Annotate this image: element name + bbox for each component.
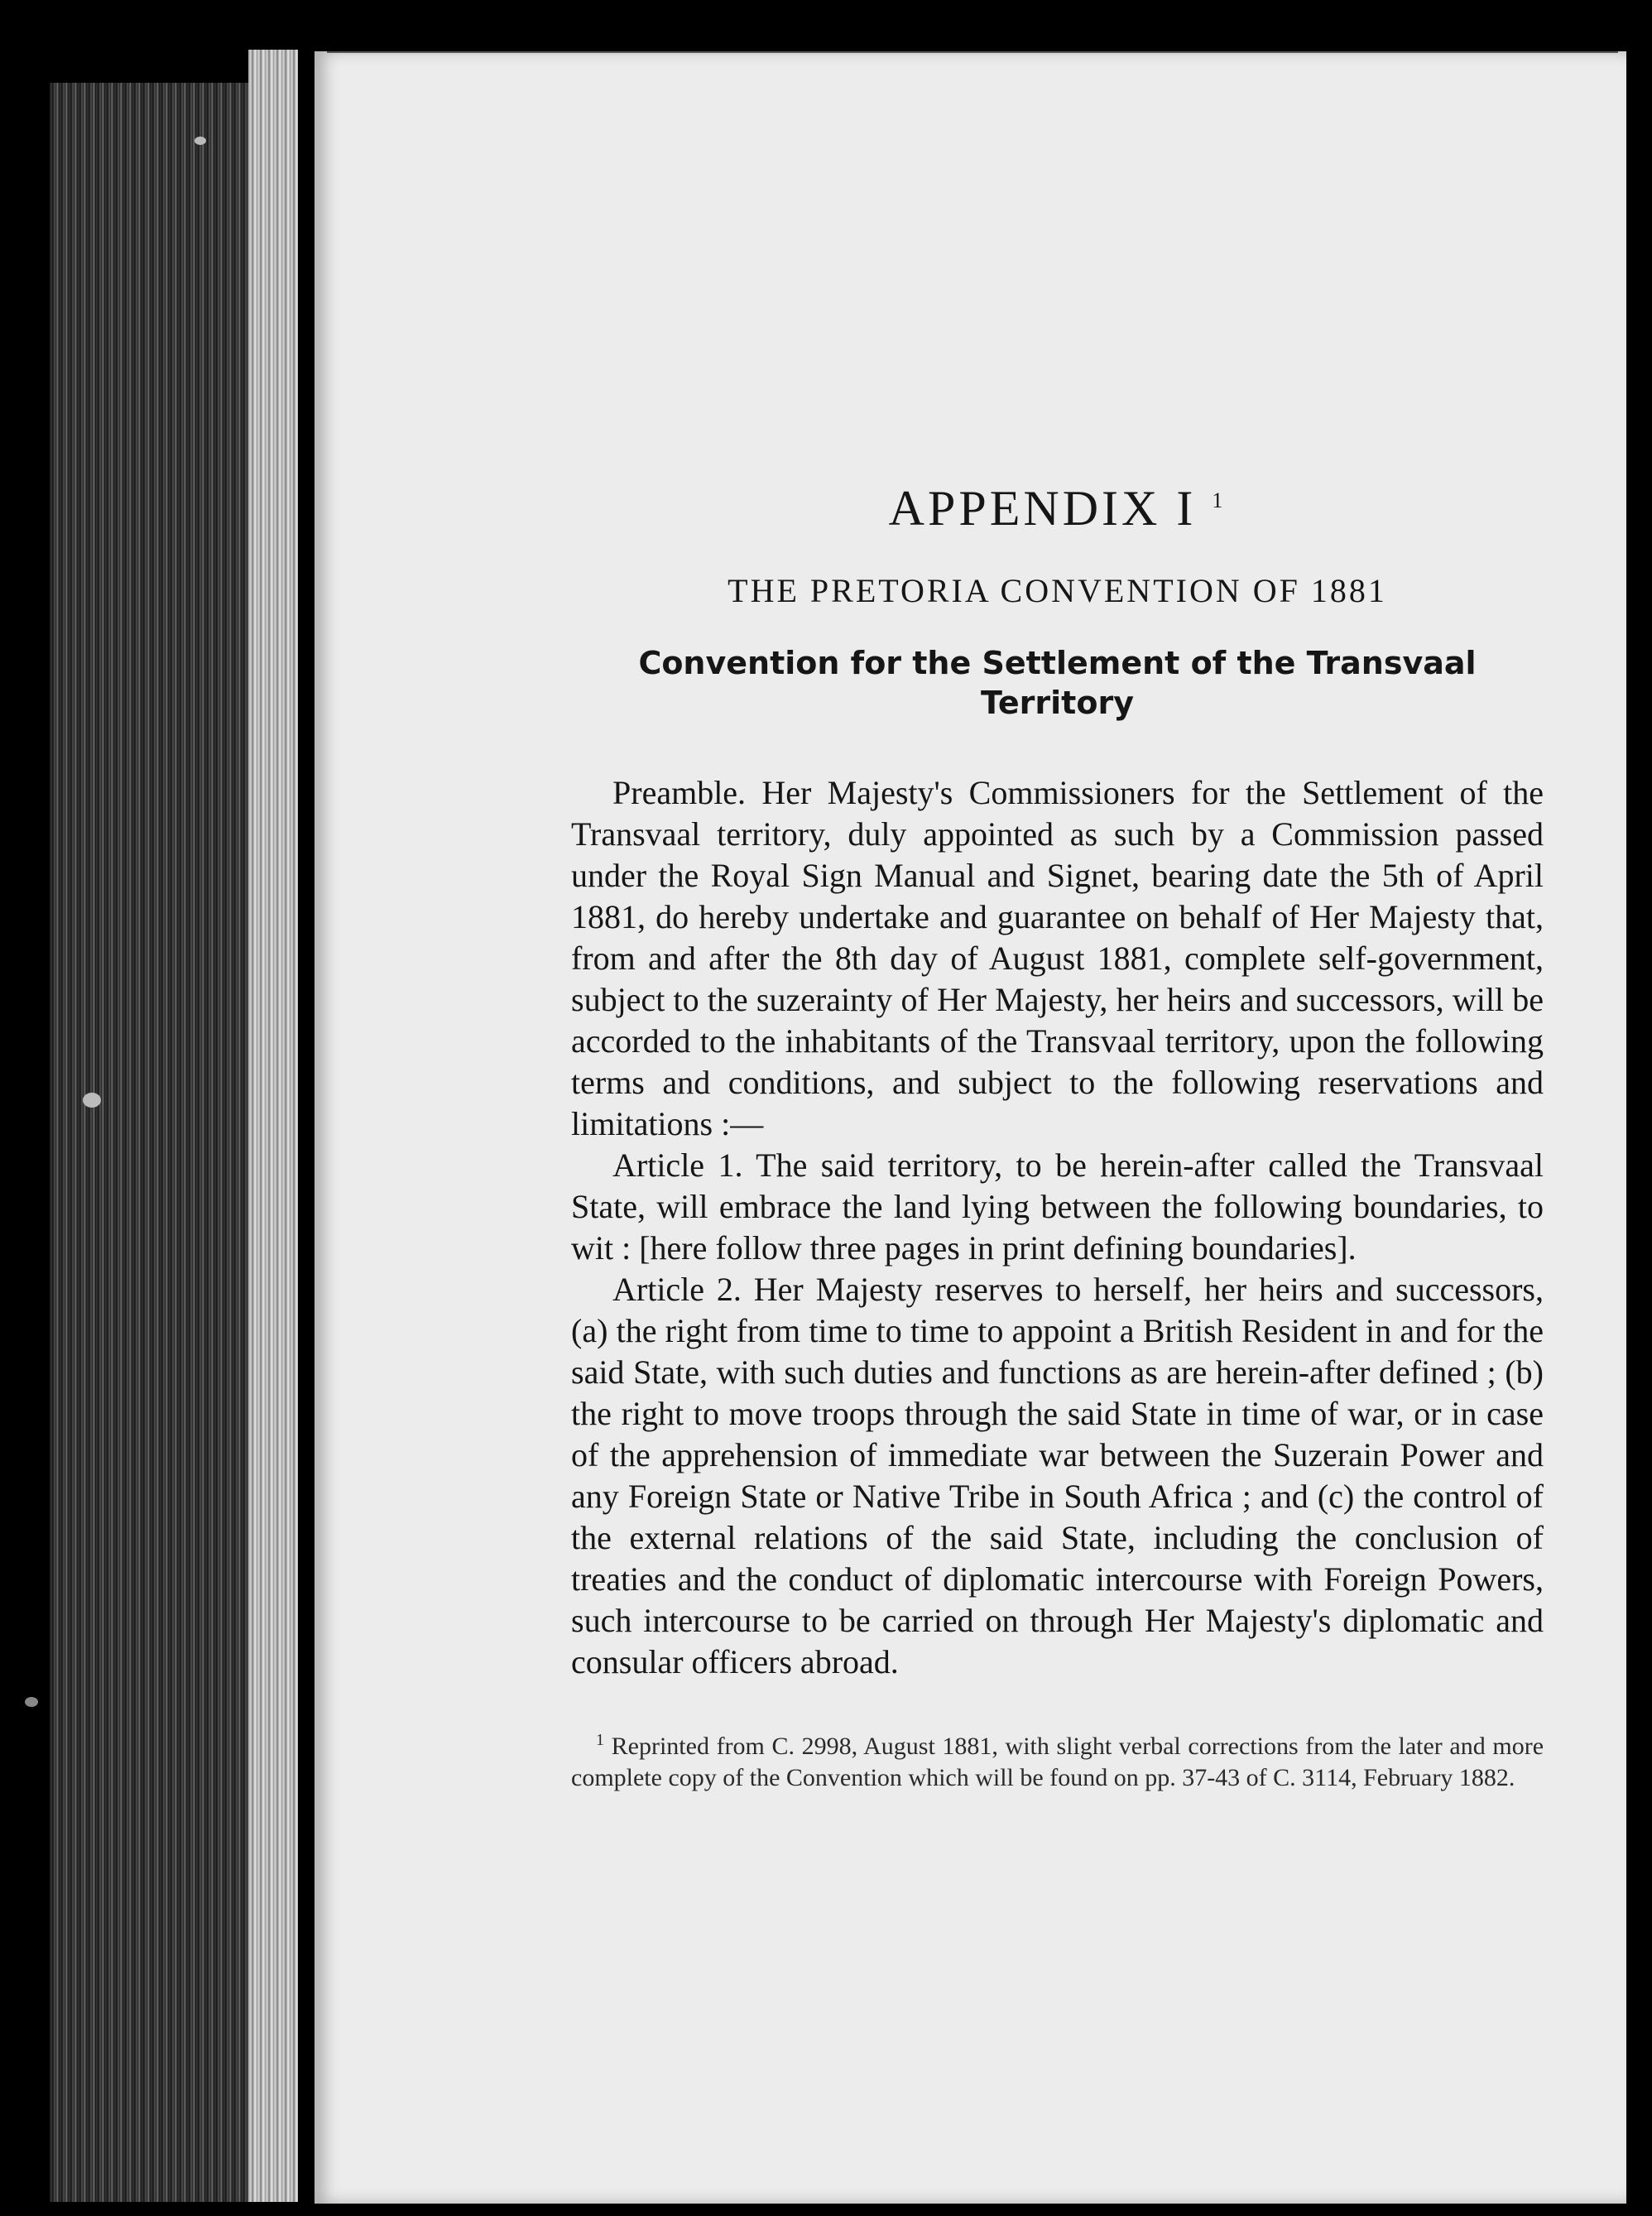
body-text xyxy=(571,772,1544,1683)
convention-heading: Convention for the Settlement of the Transvaal Territory xyxy=(638,645,1477,721)
appendix-title xyxy=(571,472,1544,537)
footnote-marker: 1 xyxy=(596,1731,604,1749)
page-top-edge xyxy=(327,51,1618,53)
book-spine-edge xyxy=(248,50,298,2202)
appendix-title-text: APPENDIX I xyxy=(888,481,1197,536)
paragraph-article-1: Article 1. The said territory, to be herein-after called the Transvaal State, will embrace the land lying between the following boundaries, to wit : [here follow three pages in print defining boundaries]. xyxy=(571,1146,1544,1267)
footnote-text: Reprinted from C. 2998, August 1881, with slight verbal corrections from the later and more complete copy of the Convention which will be found on pp. 37-43 of C. 3114, February 1882. xyxy=(571,1733,1544,1791)
paragraph-article-2: Article 2. Her Majesty reserves to herself, her heirs and successors, (a) the right from time to time to appoint a British Resident in and for the said State, with such duties and functions as are herein-after defined ; (b) the right to move troops through the said State in time of war, or in case of the apprehension of immediate war between the Suzerain Power and any Foreign State or Native Tribe in South Africa ; and (c) the control of the external relations of the said State, including the conclusion of treaties and the conduct of diplomatic intercourse with Foreign Powers, such intercourse to be carried on through Her Majesty's diplomatic and consular officers abroad. xyxy=(571,1271,1544,1680)
convention-subtitle: THE PRETORIA CONVENTION OF 1881 xyxy=(728,572,1387,609)
appendix-note-marker: 1 xyxy=(1212,488,1227,512)
scan-speck xyxy=(25,1697,38,1707)
scan-speck xyxy=(194,137,206,145)
scan-speck xyxy=(83,1093,101,1108)
footnote xyxy=(571,1724,1544,1794)
paragraph-preamble: Preamble. Her Majesty's Commissioners for the Settlement of the Transvaal territory, duly appointed as such by a Commission passed under the Royal Sign Manual and Signet, bearing date the 5th of April 1881, do hereby undertake and guarantee on behalf of Her Majesty that, from and after the 8th day of August 1881, complete self-government, subject to the suzerainty of Her Majesty, her heirs and successors, will be accorded to the inhabitants of the Transvaal territory, upon the following terms and conditions, and subject to the following reservations and limitations :— xyxy=(571,774,1544,1142)
page-content xyxy=(571,472,1544,1794)
